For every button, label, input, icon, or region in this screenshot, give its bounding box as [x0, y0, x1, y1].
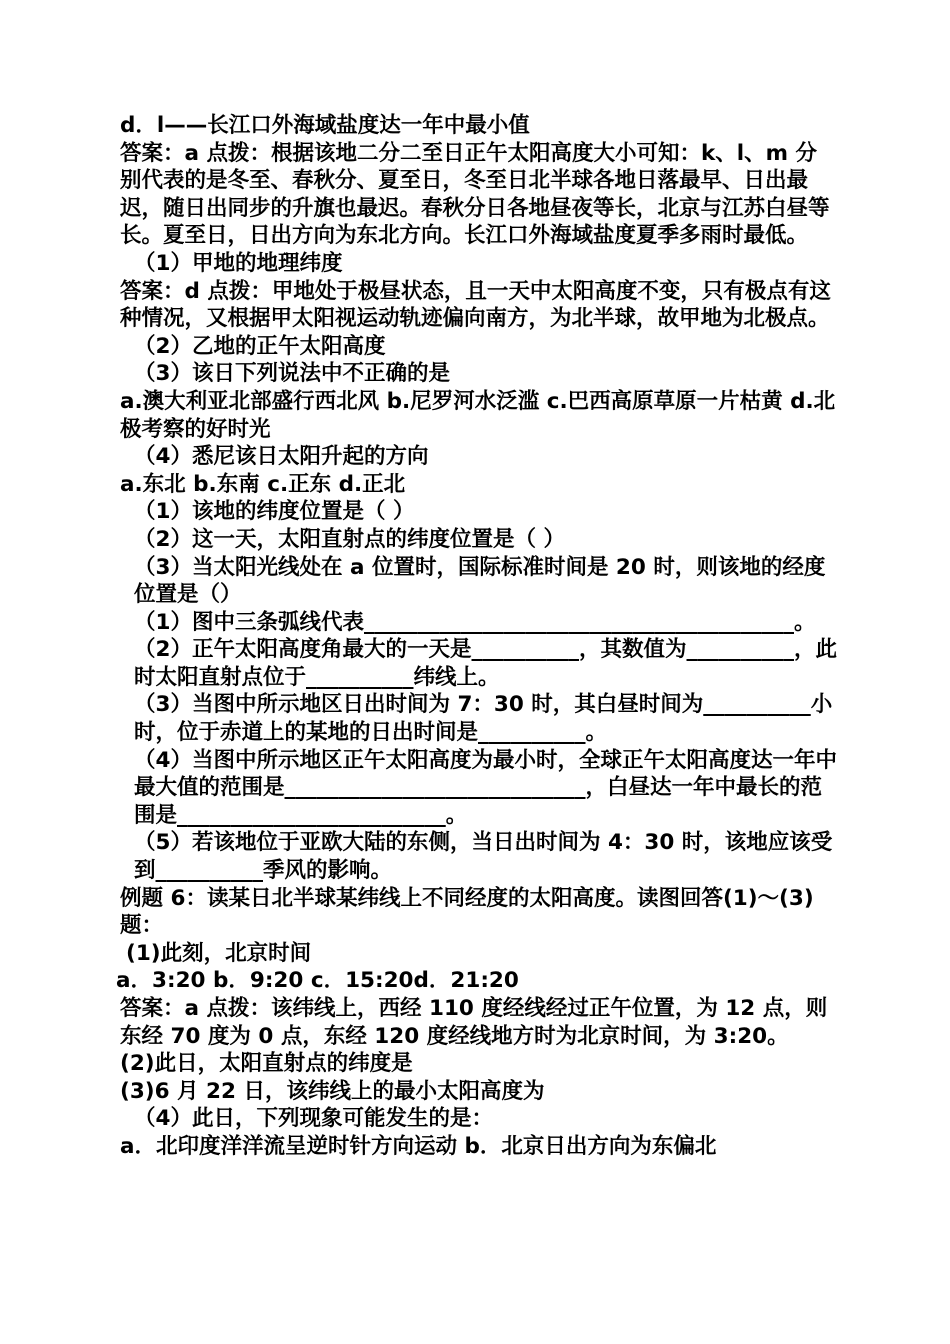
options-line-4: a．北印度洋洋流呈逆时针方向运动 b．北京日出方向为东偏北 — [120, 1133, 717, 1159]
question-line-yi-noon-altitude: （2）乙地的正午太阳高度 — [134, 333, 386, 359]
question-line-max-noon-altitude: （2）正午太阳高度角最大的一天是__________，其数值为__________，此时太阳直射点位于__________纬线上。 — [134, 637, 837, 690]
question-line-possible-phenomena: （4）此日，下列现象可能发生的是： — [134, 1106, 493, 1132]
question-line-incorrect-statement: （3）该日下列说法中不正确的是 — [134, 361, 450, 387]
answer-paragraph-3: 答案：a 点拨：该纬线上，西经 110 度经线经过正午位置，为 12 点，则东经 70 度为 0 点，东经 120 度经线地方时为北京时间，为 3:20。 — [120, 996, 828, 1049]
question-line-sunrise-time: （3）当图中所示地区日出时间为 7：30 时，其白昼时间为__________小时，位于赤道上的某地的日出时间是__________。 — [134, 692, 833, 746]
question-line-subsolar-latitude-2: (2)此日，太阳直射点的纬度是 — [120, 1051, 413, 1077]
question-line-latitude-position: （1）该地的纬度位置是（ ） — [134, 499, 415, 525]
answer-paragraph-1: 答案：a 点拨：根据该地二分二至日正午太阳高度大小可知：k、l、m 分别代表的是冬至、春秋分、夏至日，冬至日北半球各地日落最早、日出最迟，随日出同步的升旗也最迟。春秋分日各地昼夜等长，北京与江苏白昼等长。夏至日，日出方向为东北方向。长江口外海域盐度夏季多雨时最低。 — [120, 140, 830, 249]
question-line-beijing-time: (1)此刻，北京时间 — [126, 940, 312, 966]
question-line-three-arcs: （1）图中三条弧线代表________________________________________。 — [134, 609, 816, 635]
question-line-sydney-sunrise: （4）悉尼该日太阳升起的方向 — [134, 444, 429, 470]
question-line-monsoon: （5）若该地位于亚欧大陆的东侧，当日出时间为 4：30 时，该地应该受到__________季风的影响。 — [134, 830, 833, 884]
question-line-min-noon-altitude: （4）当图中所示地区正午太阳高度为最小时，全球正午太阳高度达一年中最大值的范围是____________________________，白昼达一年中最长的范围是_________________________。 — [134, 747, 837, 828]
question-line-min-sun-altitude: (3)6 月 22 日，该纬线上的最小太阳高度为 — [120, 1078, 545, 1104]
question-line-jia-latitude: （1）甲地的地理纬度 — [134, 250, 343, 276]
question-line-subsolar-latitude: （2）这一天，太阳直射点的纬度位置是（ ） — [134, 526, 565, 552]
options-line-1: a.澳大利亚北部盛行西北风 b.尼罗河水泛滥 c.巴西高原草原一片枯黄 d.北极考察的好时光 — [120, 388, 836, 442]
example-6-heading: 例题 6：读某日北半球某纬线上不同经度的太阳高度。读图回答(1)～(3)题： — [120, 885, 814, 939]
answer-paragraph-2: 答案：d 点拨：甲地处于极昼状态，且一天中太阳高度不变，只有极点有这种情况，又根据甲太阳视运动轨迹偏向南方，为北半球，故甲地为北极点。 — [120, 278, 831, 332]
options-line-2: a.东北 b.东南 c.正东 d.正北 — [120, 471, 406, 497]
text-line-1: d．l——长江口外海域盐度达一年中最小值 — [120, 113, 530, 138]
question-line-longitude-position: （3）当太阳光线处在 a 位置时，国际标准时间是 20 时，则该地的经度位置是（） — [134, 554, 826, 608]
document-page — [116, 112, 838, 1161]
options-line-3: a．3:20 b．9:20 c．15:20d．21:20 — [116, 968, 519, 994]
